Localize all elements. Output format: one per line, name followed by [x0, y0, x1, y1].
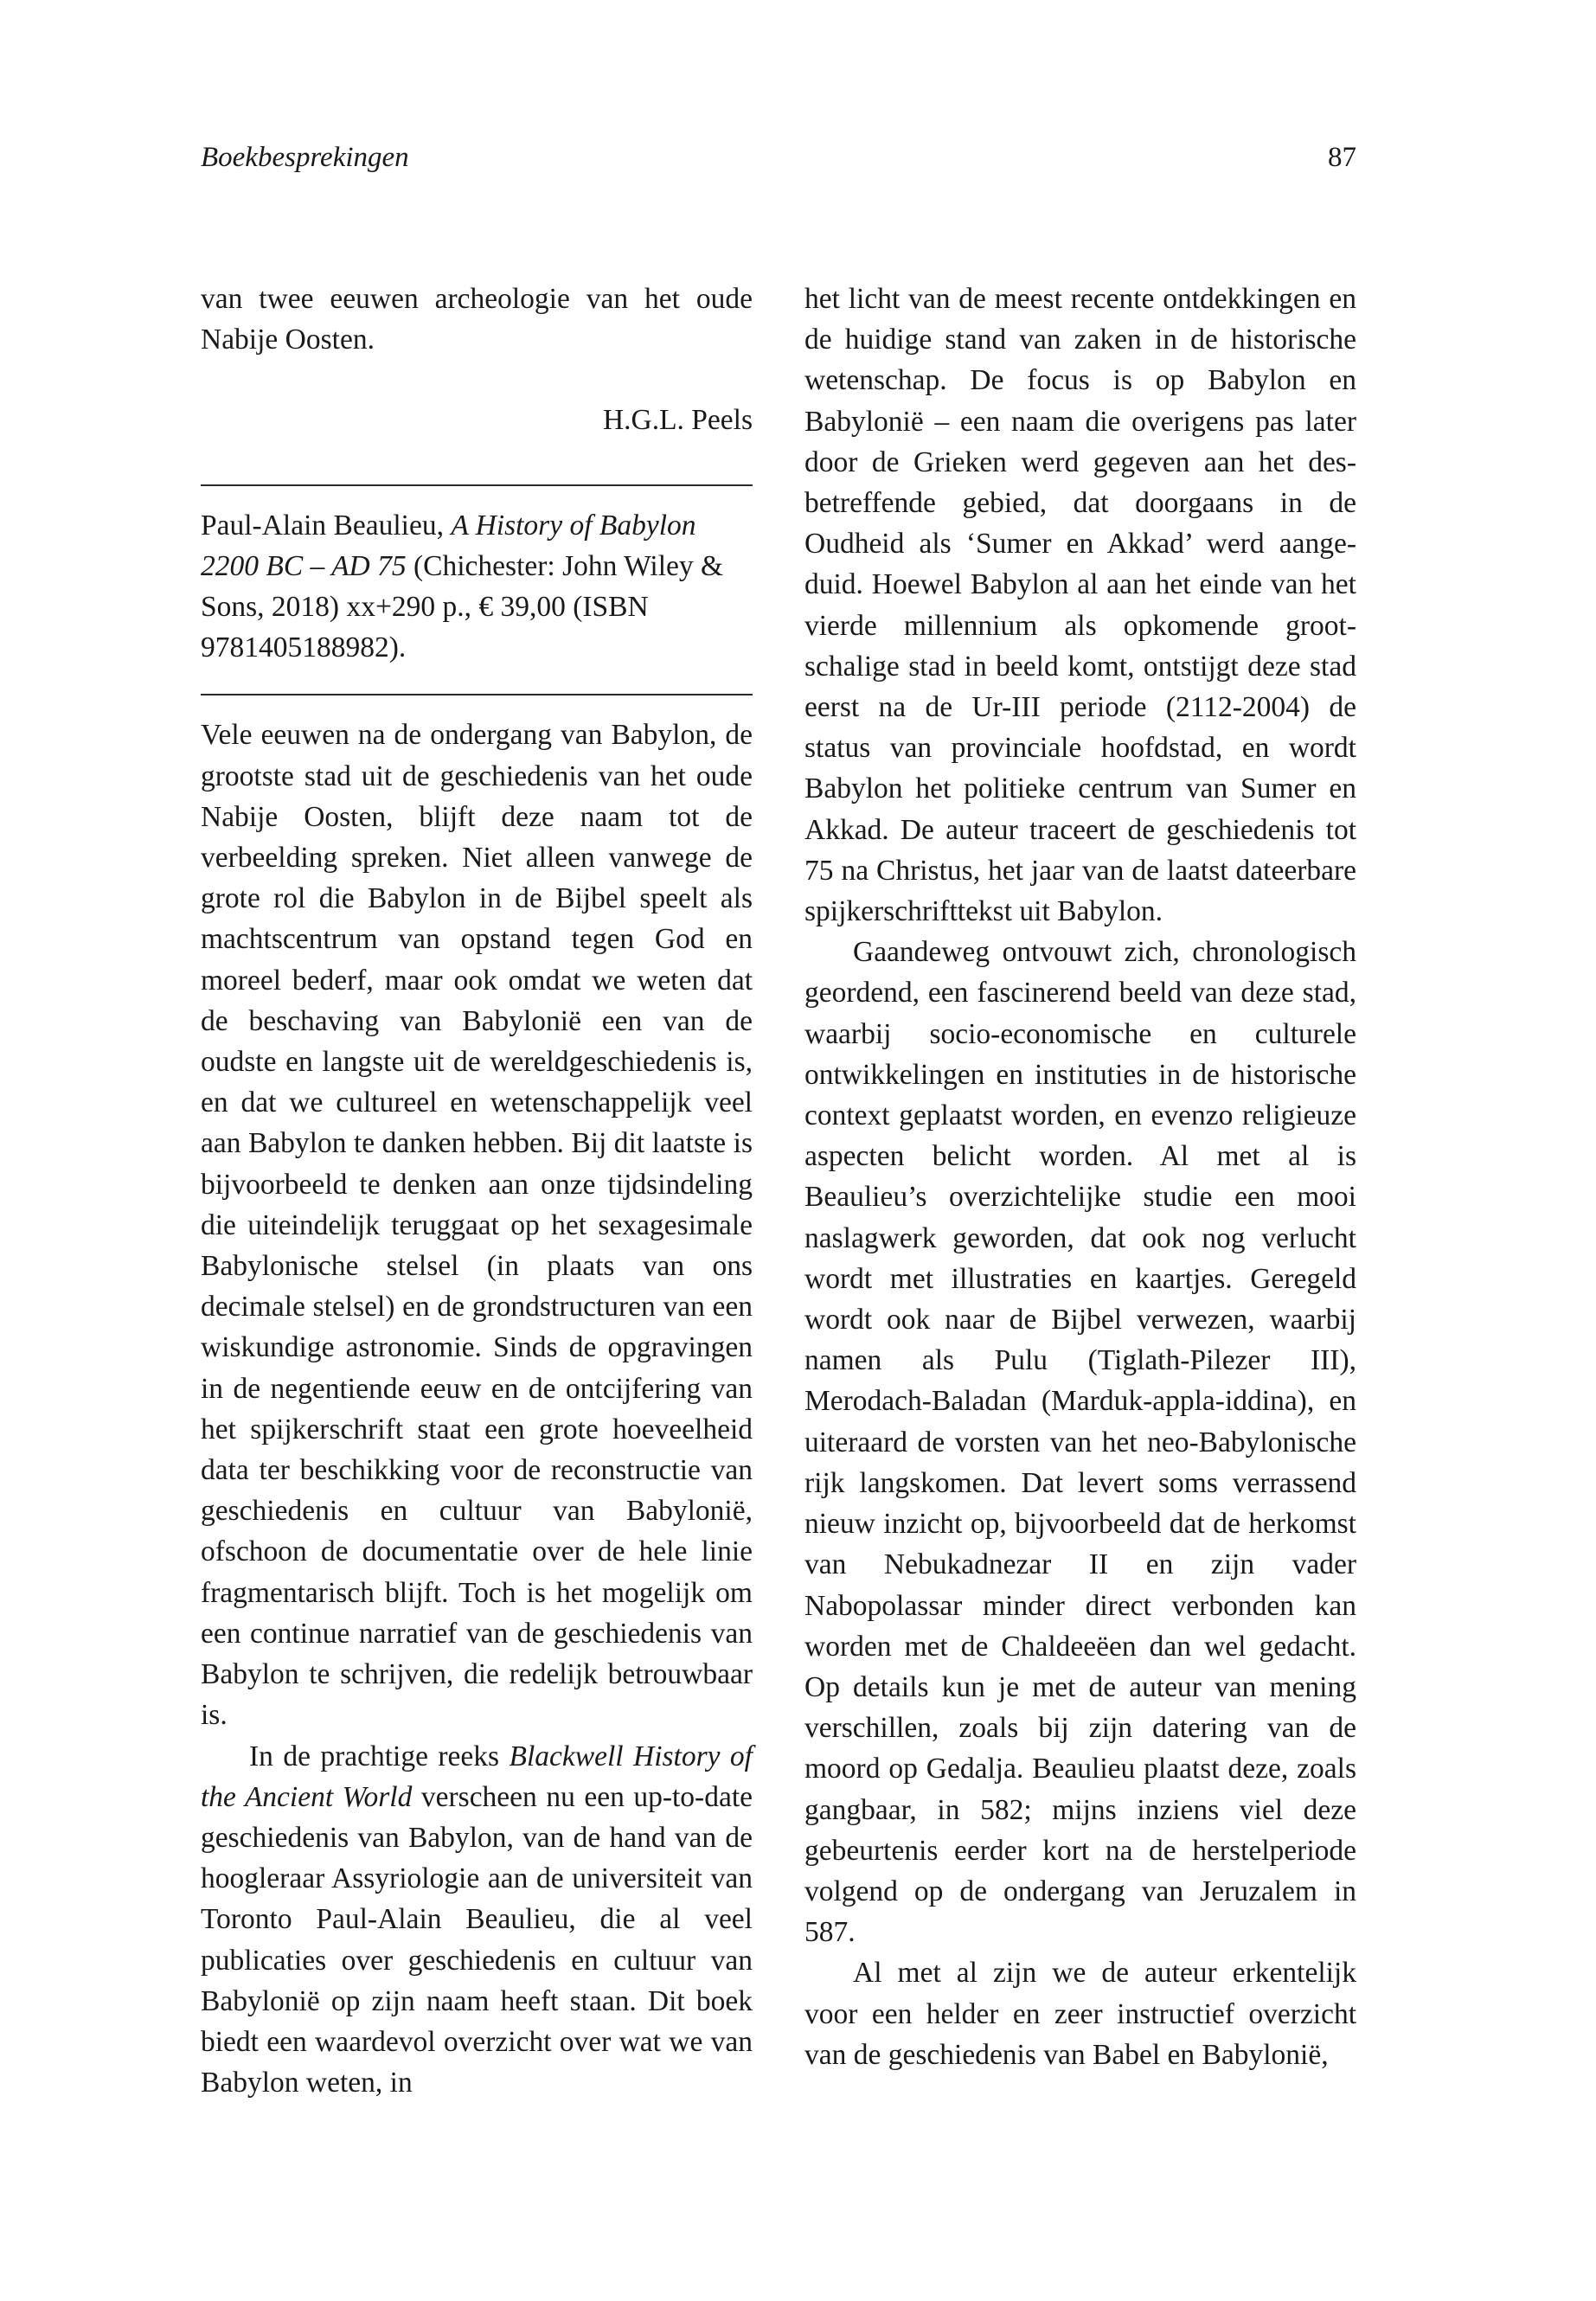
review-paragraph-4: Al met al zijn we de auteur erkentelijk voor een helder en zeer instructief overzicht van de geschiedenis van Babel en Babylonië,: [804, 1957, 1356, 2071]
left-column: [201, 279, 753, 2103]
bibliography-rule-top: [201, 484, 753, 486]
book-details: (Chichester: John Wiley & Sons, 2018) xx+290 p., € 39,00 (ISBN 9781405188982).: [201, 549, 724, 664]
running-title: Boekbesprekingen: [201, 142, 409, 173]
previous-review-ending: van twee eeuwen archeologie van het oude Nabije Oosten.: [201, 283, 753, 356]
review-paragraph-2-continued: het licht van de meest recente ontdekkingen en de huidige stand van zaken in de historische wetenschap. De focus is op Babylon en Babylonië – een naam die overigens pas later door de Grieken werd gegeven aan het desbetreffende gebied, dat doorgaans in de Oudheid als ‘Sumer en Akkad’ werd aangeduid. Hoewel Babylon al aan het einde van het vierde millennium als opkomende grootschalige stad in beeld komt, ontstijgt deze stad eerst na de Ur-III periode (2112-2004) de status van provinciale hoofdstad, en wordt Babylon het politieke centrum van Sumer en Akkad. De auteur traceert de geschiedenis tot 75 na Christus, het jaar van de laatst dateerbare spijkerschrifttekst uit Babylon.: [804, 283, 1356, 928]
review-paragraph-3: Gaandeweg ontvouwt zich, chronologisch geordend, een fascinerend beeld van deze stad, waarbij socio-economische en culturele ontwikkelingen en instituties in de historische context geplaatst worden, en evenzo religieuze aspecten belicht worden. Al met al is Beaulieu’s overzichtelijke studie een mooi naslagwerk geworden, dat ook nog verlucht wordt met illustraties en kaartjes. Geregeld wordt ook naar de Bijbel verwezen, waarbij namen als Pulu (Tiglath-Pilezer III), Merodach-Baladan (Marduk-appla-iddina), en uiteraard de vorsten van het neo-Babylonische rijk langskomen. Dat levert soms verrassend nieuw inzicht op, bijvoorbeeld dat de herkomst van Nebukadnezar II en zijn vader Nabopolassar minder direct verbonden kan worden met de Chaldeeëen dan wel gedacht. Op details kun je met de auteur van mening verschillen, zoals bij zijn datering van de moord op Gedalja. Beaulieu plaatst deze, zoals gangbaar, in 582; mijns inziens viel deze gebeurtenis eerder kort na de herstelperiode volgend op de ondergang van Jeruzalem in 587.: [804, 936, 1356, 1949]
bibliography-rule-bottom: [201, 694, 753, 695]
previous-review-author: H.G.L. Peels: [602, 404, 753, 437]
review-paragraph-2: In de prachtige reeks Blackwell History of the Ancient World verscheen nu een up-to-date geschiedenis van Babylon, van de hand van de hoogleraar Assyriologie aan de universiteit van Toronto Paul-Alain Beaulieu, die al veel publicaties over geschiedenis en cultuur van Babylonië op zijn naam heeft staan. Dit boek biedt een waardevol overzicht over wat we van Babylon weten, in: [201, 1740, 753, 2099]
book-author: Paul-Alain Beaulieu,: [201, 509, 452, 542]
series-title: Blackwell History of the Ancient World: [201, 1740, 753, 1813]
review-paragraph-1: Vele eeuwen na de ondergang van Babylon, de grootste stad uit de geschiedenis van het oude Nabije Oosten, blijft deze naam tot de verbeelding spreken. Niet alleen vanwege de grote rol die Babylon in de Bijbel speelt als machtscentrum van opstand tegen God en moreel bederf, maar ook omdat we weten dat de beschaving van Babylonië een van de oudste en langste uit de wereldgeschiedenis is, en dat we cultureel en wetenschappelijk veel aan Babylon te danken hebben. Bij dit laatste is bijvoorbeeld te denken aan onze tijdsindeling die uiteindelijk teruggaat op het sexagesimale Babylonische stelsel (in plaats van ons decimale stelsel) en de grondstructuren van een wiskundige astronomie. Sinds de opgravingen in de negentiende eeuw en de ontcijfering van het spijkerschrift staat een grote hoeveelheid data ter beschikking voor de reconstructie van geschiedenis en cultuur van Babylonië, ofschoon de documentatie over de hele linie fragmentarisch blijft. Toch is het mogelijk om een continue narratief van de geschiedenis van Babylon te schrijven, die redelijk betrouwbaar is.: [201, 719, 753, 1732]
book-title: A History of Babylon 2200 BC – AD 75: [201, 509, 696, 582]
page-number: 87: [1328, 142, 1356, 173]
right-column: [804, 279, 1356, 2075]
bibliographic-entry: [201, 505, 753, 669]
